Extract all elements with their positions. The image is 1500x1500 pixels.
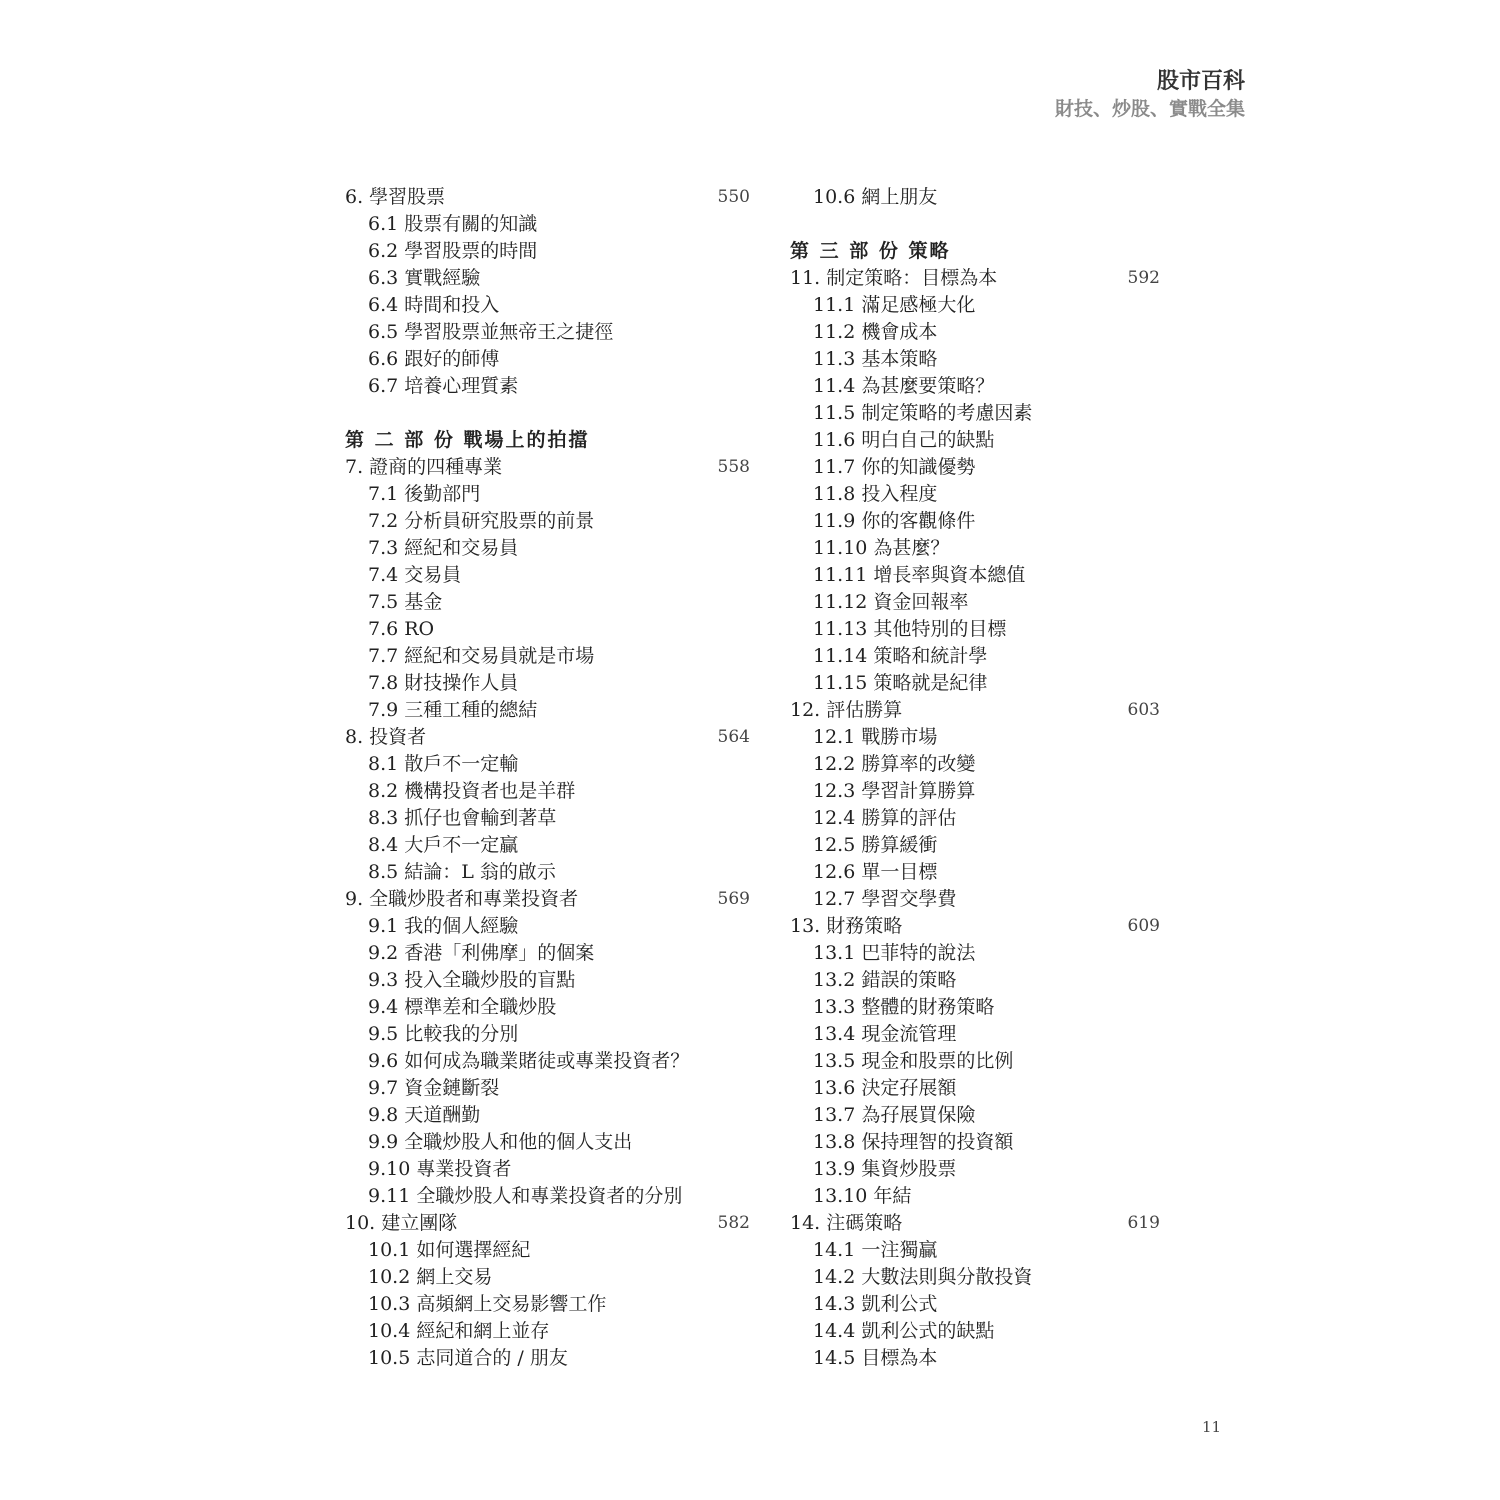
toc-page-number: 619 — [1127, 1213, 1160, 1233]
toc-section-row — [345, 1291, 750, 1318]
toc-section-row — [790, 1129, 1160, 1156]
page-number: 11 — [1202, 1418, 1222, 1436]
toc-section-title: 11.9 你的客觀條件 — [813, 510, 976, 532]
toc-section-row — [790, 454, 1160, 481]
toc-section-row — [790, 400, 1160, 427]
toc-chapter-row — [790, 1210, 1160, 1237]
toc-section-row — [345, 346, 750, 373]
toc-spacer — [790, 211, 1160, 238]
toc-section-row — [790, 589, 1160, 616]
toc-chapter-row — [345, 724, 750, 751]
toc-section-row — [345, 697, 750, 724]
toc-section-row — [790, 1021, 1160, 1048]
toc-section-row — [790, 832, 1160, 859]
toc-section-row — [345, 616, 750, 643]
book-subtitle: 財技、炒股、實戰全集 — [1054, 98, 1245, 120]
toc-section-row — [345, 508, 750, 535]
toc-section-row — [345, 1156, 750, 1183]
toc-section-title: 11.8 投入程度 — [813, 483, 938, 505]
toc-section-row — [345, 1129, 750, 1156]
toc-section-title: 12.4 勝算的評估 — [813, 807, 957, 829]
toc-section-title: 6.5 學習股票並無帝王之捷徑 — [368, 321, 614, 343]
toc-section-title: 11.1 滿足感極大化 — [813, 294, 976, 316]
toc-section-title: 7.2 分析員研究股票的前景 — [368, 510, 595, 532]
toc-section-title: 7.4 交易員 — [368, 564, 462, 586]
toc-section-row — [790, 643, 1160, 670]
toc-section-row — [790, 1345, 1160, 1372]
toc-section-title: 14.4 凱利公式的缺點 — [813, 1320, 995, 1342]
toc-section-title: 13.8 保持理智的投資額 — [813, 1131, 1014, 1153]
toc-page-number: 592 — [1127, 268, 1160, 288]
toc-part-title: 第 三 部 份 策略 — [790, 240, 951, 262]
toc-section-row — [345, 1075, 750, 1102]
toc-section-title: 11.3 基本策略 — [813, 348, 938, 370]
toc-chapter-row — [790, 913, 1160, 940]
toc-section-row — [790, 1075, 1160, 1102]
toc-section-title: 11.10 為甚麼？ — [813, 537, 950, 559]
toc-section-row — [345, 265, 750, 292]
toc-section-title: 12.7 學習交學費 — [813, 888, 957, 910]
toc-section-row — [790, 940, 1160, 967]
toc-section-row — [790, 994, 1160, 1021]
toc-section-row — [790, 427, 1160, 454]
toc-section-title: 7.6 RO — [368, 618, 435, 640]
toc-chapter-title: 7. 證商的四種專業 — [345, 456, 503, 478]
toc-chapter-title: 9. 全職炒股者和專業投資者 — [345, 888, 579, 910]
book-title: 股市百科 — [1156, 68, 1245, 94]
toc-section-title: 8.2 機構投資者也是羊群 — [368, 780, 576, 802]
toc-section-title: 7.9 三種工種的總結 — [368, 699, 538, 721]
toc-section-title: 9.8 天道酬勤 — [368, 1104, 481, 1126]
toc-section-row — [790, 292, 1160, 319]
toc-section-title: 13.10 年結 — [813, 1185, 912, 1207]
toc-page-number: 582 — [717, 1213, 750, 1233]
toc-section-title: 13.5 現金和股票的比例 — [813, 1050, 1014, 1072]
toc-section-row — [790, 535, 1160, 562]
toc-section-title: 7.8 財技操作人員 — [368, 672, 519, 694]
toc-section-title: 10.5 志同道合的 / 朋友 — [368, 1347, 568, 1369]
toc-section-row — [345, 751, 750, 778]
toc-page-number: 550 — [717, 187, 750, 207]
toc-section-title: 11.13 其他特別的目標 — [813, 618, 1007, 640]
toc-section-row — [790, 724, 1160, 751]
toc-page-number: 558 — [717, 457, 750, 477]
toc-section-row — [790, 778, 1160, 805]
toc-section-row — [345, 1183, 750, 1210]
toc-section-title: 11.11 增長率與資本總值 — [813, 564, 1026, 586]
toc-section-row — [345, 1048, 750, 1075]
toc-section-title: 9.5 比較我的分別 — [368, 1023, 519, 1045]
toc-section-row — [345, 832, 750, 859]
toc-section-row — [790, 481, 1160, 508]
toc-chapter-title: 10. 建立團隊 — [345, 1212, 458, 1234]
toc-section-title: 14.1 一注獨贏 — [813, 1239, 938, 1261]
toc-section-row — [790, 1291, 1160, 1318]
toc-section-row — [345, 211, 750, 238]
toc-section-title: 11.5 制定策略的考慮因素 — [813, 402, 1033, 424]
toc-section-title: 11.7 你的知識優勢 — [813, 456, 976, 478]
toc-section-title: 11.2 機會成本 — [813, 321, 938, 343]
toc-section-row — [790, 1237, 1160, 1264]
toc-chapter-title: 8. 投資者 — [345, 726, 427, 748]
toc-chapter-title: 14. 注碼策略 — [790, 1212, 903, 1234]
toc-part-row — [790, 238, 1160, 265]
toc-section-row — [790, 1318, 1160, 1345]
toc-section-row — [790, 562, 1160, 589]
toc-section-title: 9.9 全職炒股人和他的個人支出 — [368, 1131, 633, 1153]
toc-section-row — [345, 373, 750, 400]
toc-section-row — [790, 886, 1160, 913]
toc-section-row — [345, 778, 750, 805]
toc-section-title: 12.5 勝算緩衝 — [813, 834, 938, 856]
toc-section-row — [790, 1102, 1160, 1129]
toc-section-title: 14.2 大數法則與分散投資 — [813, 1266, 1033, 1288]
toc-chapter-title: 12. 評估勝算 — [790, 699, 903, 721]
toc-section-row — [345, 940, 750, 967]
toc-page-number: 609 — [1127, 916, 1160, 936]
toc-section-title: 10.4 經紀和網上並存 — [368, 1320, 550, 1342]
toc-section-title: 9.3 投入全職炒股的盲點 — [368, 969, 576, 991]
toc-section-title: 8.1 散戶不一定輸 — [368, 753, 519, 775]
toc-section-row — [790, 508, 1160, 535]
toc-section-title: 6.1 股票有關的知識 — [368, 213, 538, 235]
toc-section-row — [345, 1318, 750, 1345]
toc-section-row — [345, 994, 750, 1021]
toc-section-title: 8.3 抓仔也會輸到著草 — [368, 807, 557, 829]
toc-section-title: 8.4 大戶不一定贏 — [368, 834, 519, 856]
toc-section-row — [790, 184, 1160, 211]
toc-section-row — [345, 1021, 750, 1048]
toc-section-row — [790, 1048, 1160, 1075]
toc-chapter-row — [345, 1210, 750, 1237]
toc-section-title: 13.4 現金流管理 — [813, 1023, 957, 1045]
toc-section-row — [345, 670, 750, 697]
toc-section-row — [345, 319, 750, 346]
toc-chapter-title: 13. 財務策略 — [790, 915, 903, 937]
toc-section-row — [345, 1345, 750, 1372]
toc-section-title: 13.7 為孖展買保險 — [813, 1104, 976, 1126]
toc-section-title: 10.3 高頻網上交易影響工作 — [368, 1293, 607, 1315]
toc-section-title: 6.4 時間和投入 — [368, 294, 500, 316]
toc-section-title: 13.6 決定孖展額 — [813, 1077, 957, 1099]
toc-section-row — [345, 292, 750, 319]
toc-section-row — [345, 1237, 750, 1264]
toc-section-row — [790, 859, 1160, 886]
toc-section-row — [790, 751, 1160, 778]
toc-section-title: 7.3 經紀和交易員 — [368, 537, 519, 559]
toc-chapter-row — [790, 697, 1160, 724]
toc-section-row — [790, 346, 1160, 373]
toc-section-row — [345, 535, 750, 562]
toc-section-title: 7.7 經紀和交易員就是市場 — [368, 645, 595, 667]
toc-section-row — [790, 670, 1160, 697]
toc-section-row — [790, 967, 1160, 994]
toc-section-row — [790, 1156, 1160, 1183]
toc-section-row — [345, 859, 750, 886]
toc-section-title: 12.6 單一目標 — [813, 861, 938, 883]
running-header — [1055, 66, 1245, 122]
toc-chapter-title: 11. 制定策略：目標為本 — [790, 267, 998, 289]
toc-section-title: 14.3 凱利公式 — [813, 1293, 938, 1315]
toc-section-title: 12.3 學習計算勝算 — [813, 780, 976, 802]
toc-section-title: 6.6 跟好的師傅 — [368, 348, 500, 370]
toc-section-row — [790, 1183, 1160, 1210]
toc-section-title: 14.5 目標為本 — [813, 1347, 938, 1369]
toc-spacer — [345, 400, 750, 427]
toc-section-row — [345, 562, 750, 589]
toc-part-title: 第 二 部 份 戰場上的拍擋 — [345, 429, 590, 451]
toc-section-title: 6.2 學習股票的時間 — [368, 240, 538, 262]
toc-section-title: 10.2 網上交易 — [368, 1266, 493, 1288]
toc-section-title: 10.6 網上朋友 — [813, 186, 938, 208]
toc-section-row — [345, 589, 750, 616]
toc-section-title: 9.7 資金鏈斷裂 — [368, 1077, 500, 1099]
toc-section-row — [790, 373, 1160, 400]
toc-section-row — [790, 319, 1160, 346]
toc-section-title: 7.1 後勤部門 — [368, 483, 481, 505]
toc-left-column — [345, 184, 750, 1372]
toc-section-row — [790, 805, 1160, 832]
toc-section-title: 11.6 明白自己的缺點 — [813, 429, 995, 451]
toc-chapter-row — [345, 454, 750, 481]
toc-page-number: 603 — [1127, 700, 1160, 720]
toc-section-row — [345, 1264, 750, 1291]
toc-section-row — [345, 643, 750, 670]
toc-chapter-title: 6. 學習股票 — [345, 186, 446, 208]
toc-section-title: 9.4 標準差和全職炒股 — [368, 996, 557, 1018]
toc-section-row — [345, 238, 750, 265]
toc-right-column — [790, 184, 1160, 1372]
toc-section-title: 9.1 我的個人經驗 — [368, 915, 519, 937]
toc-section-row — [345, 967, 750, 994]
toc-chapter-row — [790, 265, 1160, 292]
toc-chapter-row — [345, 184, 750, 211]
toc-section-title: 9.11 全職炒股人和專業投資者的分別 — [368, 1185, 683, 1207]
toc-section-row — [790, 1264, 1160, 1291]
toc-page-number: 564 — [717, 727, 750, 747]
toc-section-title: 9.2 香港「利佛摩」的個案 — [368, 942, 595, 964]
toc-section-title: 11.4 為甚麼要策略？ — [813, 375, 995, 397]
toc-section-title: 6.7 培養心理質素 — [368, 375, 519, 397]
toc-section-title: 10.1 如何選擇經紀 — [368, 1239, 531, 1261]
toc-chapter-row — [345, 886, 750, 913]
toc-section-title: 13.1 巴菲特的說法 — [813, 942, 976, 964]
toc-section-row — [345, 481, 750, 508]
toc-section-row — [345, 1102, 750, 1129]
toc-section-title: 6.3 實戰經驗 — [368, 267, 481, 289]
toc-section-title: 11.15 策略就是紀律 — [813, 672, 988, 694]
toc-section-title: 12.2 勝算率的改變 — [813, 753, 976, 775]
toc-section-title: 11.14 策略和統計學 — [813, 645, 988, 667]
toc-section-title: 13.3 整體的財務策略 — [813, 996, 995, 1018]
toc-section-title: 13.9 集資炒股票 — [813, 1158, 957, 1180]
toc-part-row — [345, 427, 750, 454]
toc-section-title: 11.12 資金回報率 — [813, 591, 969, 613]
toc-page-number: 569 — [717, 889, 750, 909]
toc-section-title: 8.5 結論：L 翁的啟示 — [368, 861, 556, 883]
toc-section-title: 12.1 戰勝市場 — [813, 726, 938, 748]
toc-section-title: 13.2 錯誤的策略 — [813, 969, 957, 991]
toc-section-title: 9.6 如何成為職業賭徒或專業投資者？ — [368, 1050, 690, 1072]
toc-section-row — [345, 913, 750, 940]
toc-section-title: 7.5 基金 — [368, 591, 443, 613]
toc-section-row — [345, 805, 750, 832]
toc-section-row — [790, 616, 1160, 643]
toc-section-title: 9.10 專業投資者 — [368, 1158, 512, 1180]
